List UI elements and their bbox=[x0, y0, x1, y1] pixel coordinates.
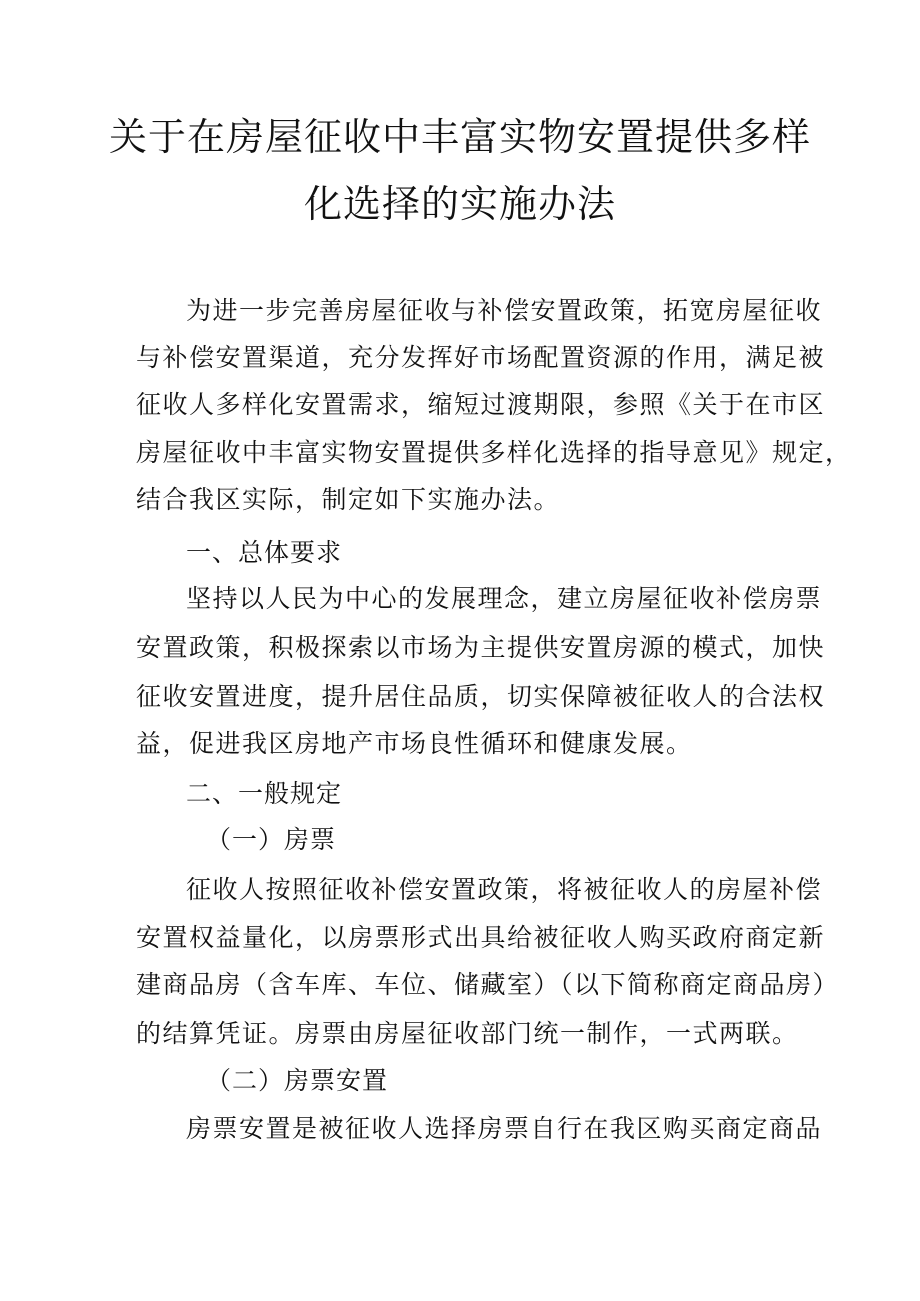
intro-line: 与补偿安置渠道，充分发挥好市场配置资源的作用，满足被 bbox=[136, 343, 826, 372]
intro-line: 征收人多样化安置需求，缩短过渡期限，参照《关于在市区 bbox=[136, 390, 826, 419]
intro-line: 房屋征收中丰富实物安置提供多样化选择的指导意见》规定， bbox=[136, 438, 852, 467]
subsection1-line: 建商品房（含车库、车位、储藏室）（以下简称商定商品房） bbox=[136, 970, 840, 999]
section-heading-general-requirements: 一、总体要求 bbox=[186, 538, 343, 567]
section1-line: 坚持以人民为中心的发展理念，建立房屋征收补偿房票 bbox=[186, 584, 823, 613]
document-title-line-2: 化选择的实施办法 bbox=[303, 182, 616, 226]
section1-line: 安置政策，积极探索以市场为主提供安置房源的模式，加快 bbox=[136, 633, 826, 662]
section1-line: 征收安置进度，提升居住品质，切实保障被征收人的合法权 bbox=[136, 682, 826, 711]
section-heading-general-provisions: 二、一般规定 bbox=[186, 779, 343, 808]
subsection1-line: 征收人按照征收补偿安置政策，将被征收人的房屋补偿 bbox=[186, 875, 823, 904]
intro-line: 为进一步完善房屋征收与补偿安置政策，拓宽房屋征收 bbox=[186, 296, 823, 325]
intro-line: 结合我区实际，制定如下实施办法。 bbox=[136, 485, 561, 514]
section1-line: 益，促进我区房地产市场良性循环和健康发展。 bbox=[136, 729, 693, 758]
subsection1-line: 安置权益量化，以房票形式出具给被征收人购买政府商定新 bbox=[136, 923, 826, 952]
subsection1-line: 的结算凭证。房票由房屋征收部门统一制作，一式两联。 bbox=[136, 1019, 799, 1048]
subsection2-line: 房票安置是被征收人选择房票自行在我区购买商定商品 bbox=[186, 1114, 823, 1143]
subsection-heading-housing-voucher: （一）房票 bbox=[206, 825, 337, 854]
document-title-line-1: 关于在房屋征收中丰富实物安置提供多样 bbox=[108, 115, 811, 159]
subsection-heading-voucher-placement: （二）房票安置 bbox=[206, 1066, 389, 1095]
